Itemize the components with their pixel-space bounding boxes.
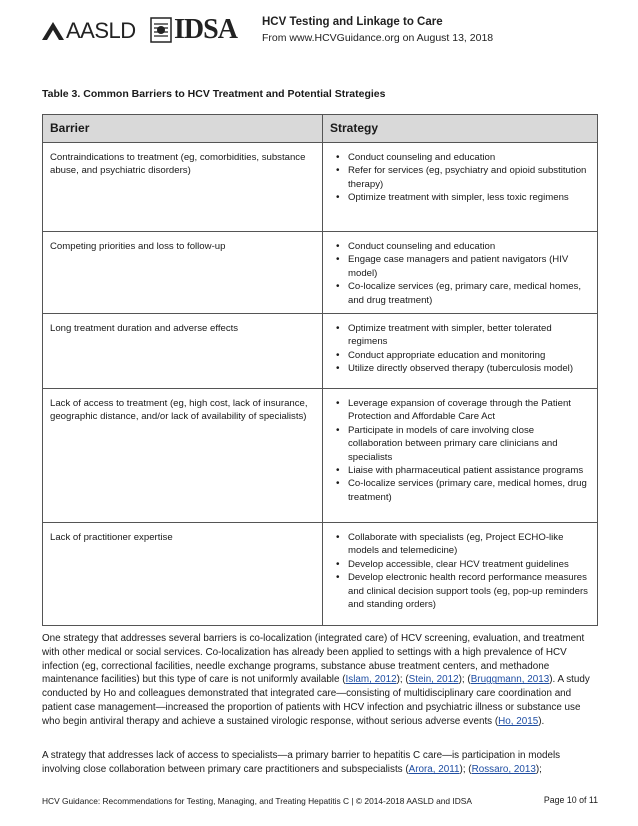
- strategy-item: • Utilize directly observed therapy (tuberculosis model): [330, 362, 590, 375]
- page-header: [0, 0, 638, 62]
- citation-link[interactable]: Ho, 2015: [498, 715, 539, 727]
- citation-link[interactable]: Islam, 2012: [345, 674, 397, 686]
- paragraph-text: ). A study conducted by Ho and colleagues demonstrated that integrated care—consisting of multidisciplinary care coordination and patient case management—increased the proportion of patients with HCV infection and psychiatric illness or substance use who begin antiviral therapy and achieve a sustained virologic response, without serious adverse events (: [42, 674, 590, 727]
- strategy-item: • Conduct appropriate education and monitoring: [330, 349, 590, 362]
- strategy-item: • Refer for services (eg, psychiatry and opioid substitution therapy): [330, 164, 590, 191]
- barrier-cell: Long treatment duration and adverse effects: [43, 314, 323, 389]
- table-row: [43, 523, 598, 626]
- strategy-column-header: Strategy: [323, 115, 598, 143]
- table-row: [43, 314, 598, 389]
- page-number: Page 10 of 11: [543, 795, 598, 805]
- strategy-cell: [323, 143, 598, 232]
- strategy-item: • Engage case managers and patient navigators (HIV model): [330, 253, 590, 280]
- strategy-item: • Co-localize services (primary care, medical homes, drug treatment): [330, 477, 590, 504]
- table-row: [43, 232, 598, 314]
- strategy-item: • Participate in models of care involving close collaboration between primary care clinicians and specialists: [330, 424, 590, 464]
- strategy-list: [330, 151, 590, 205]
- table-row: [43, 143, 598, 232]
- strategy-cell: [323, 389, 598, 523]
- citation-link[interactable]: Rossaro, 2013: [471, 763, 536, 775]
- strategy-item: • Optimize treatment with simpler, better tolerated regimens: [330, 322, 590, 349]
- paragraph-text: );: [535, 763, 542, 775]
- barrier-cell: Competing priorities and loss to follow-up: [43, 232, 323, 314]
- paragraph-text: ).: [538, 715, 545, 727]
- barrier-cell: Lack of access to treatment (eg, high cost, lack of insurance, geographic distance, and/or lack of availability of specialists): [43, 389, 323, 523]
- paragraph-text: A strategy that addresses lack of access to specialists—a primary barrier to hepatitis C care—is participation in models involving close collaboration between primary care practitioners and subspecialists (: [42, 750, 561, 775]
- body-paragraph: [42, 749, 600, 777]
- strategy-item: • Conduct counseling and education: [330, 240, 590, 253]
- aasld-logo-text: AASLD: [66, 18, 136, 43]
- aasld-logo: [42, 18, 136, 44]
- paragraph-text: ); (: [396, 674, 409, 686]
- barrier-cell: Contraindications to treatment (eg, comorbidities, substance abuse, and psychiatric disorders): [43, 143, 323, 232]
- document-source: From www.HCVGuidance.org on August 13, 2018: [262, 32, 494, 44]
- paragraph-text: ); (: [458, 674, 471, 686]
- barrier-cell: Lack of practitioner expertise: [43, 523, 323, 626]
- paragraph-text: One strategy that addresses several barriers is co-localization (integrated care) of HCV screening, evaluation, and treatment with other medical or social services. Co-localization has already been applied to settings with a high prevalence of HCV infection (eg, correctional facilities, needle exchange programs, substance abuse treatment centers, and methadone maintenance facilities) but this type of care is not uniformly available (: [42, 633, 585, 686]
- strategy-item: • Collaborate with specialists (eg, Project ECHO-like models and telemedicine): [330, 531, 590, 558]
- aasld-mark-icon: [42, 20, 64, 42]
- citation-link[interactable]: Bruggmann, 2013: [470, 674, 550, 686]
- table-caption: Table 3. Common Barriers to HCV Treatment and Potential Strategies: [42, 88, 386, 100]
- strategy-item: • Optimize treatment with simpler, less toxic regimens: [330, 191, 590, 204]
- strategy-item: • Conduct counseling and education: [330, 151, 590, 164]
- idsa-logo-text: IDSA: [174, 14, 237, 45]
- citation-link[interactable]: Arora, 2011: [408, 763, 460, 775]
- paragraph-text: ); (: [459, 763, 472, 775]
- idsa-emblem-icon: [150, 16, 172, 44]
- strategy-cell: [323, 314, 598, 389]
- citation-link[interactable]: Stein, 2012: [408, 674, 459, 686]
- idsa-logo: [150, 14, 237, 46]
- body-paragraph: [42, 632, 600, 729]
- strategy-item: • Develop electronic health record performance measures and clinical decision support tools (eg, pop-up reminders and standing orders): [330, 571, 590, 611]
- strategy-cell: [323, 232, 598, 314]
- footer-copyright: HCV Guidance: Recommendations for Testing, Managing, and Treating Hepatitis C | © 2014-2018 AASLD and IDSA: [42, 796, 472, 806]
- strategy-item: • Liaise with pharmaceutical patient assistance programs: [330, 464, 590, 477]
- strategy-list: [330, 397, 590, 504]
- barrier-column-header: Barrier: [43, 115, 323, 143]
- strategy-cell: [323, 523, 598, 626]
- strategy-item: • Co-localize services (eg, primary care, medical homes, and drug treatment): [330, 280, 590, 307]
- document-title: HCV Testing and Linkage to Care: [262, 16, 443, 28]
- strategy-list: [330, 240, 590, 307]
- strategy-list: [330, 531, 590, 611]
- barriers-table: [42, 114, 598, 626]
- strategy-item: • Develop accessible, clear HCV treatment guidelines: [330, 558, 590, 571]
- table-row: [43, 389, 598, 523]
- strategy-item: • Leverage expansion of coverage through the Patient Protection and Affordable Care Act: [330, 397, 590, 424]
- table-header-row: [43, 115, 598, 143]
- strategy-list: [330, 322, 590, 376]
